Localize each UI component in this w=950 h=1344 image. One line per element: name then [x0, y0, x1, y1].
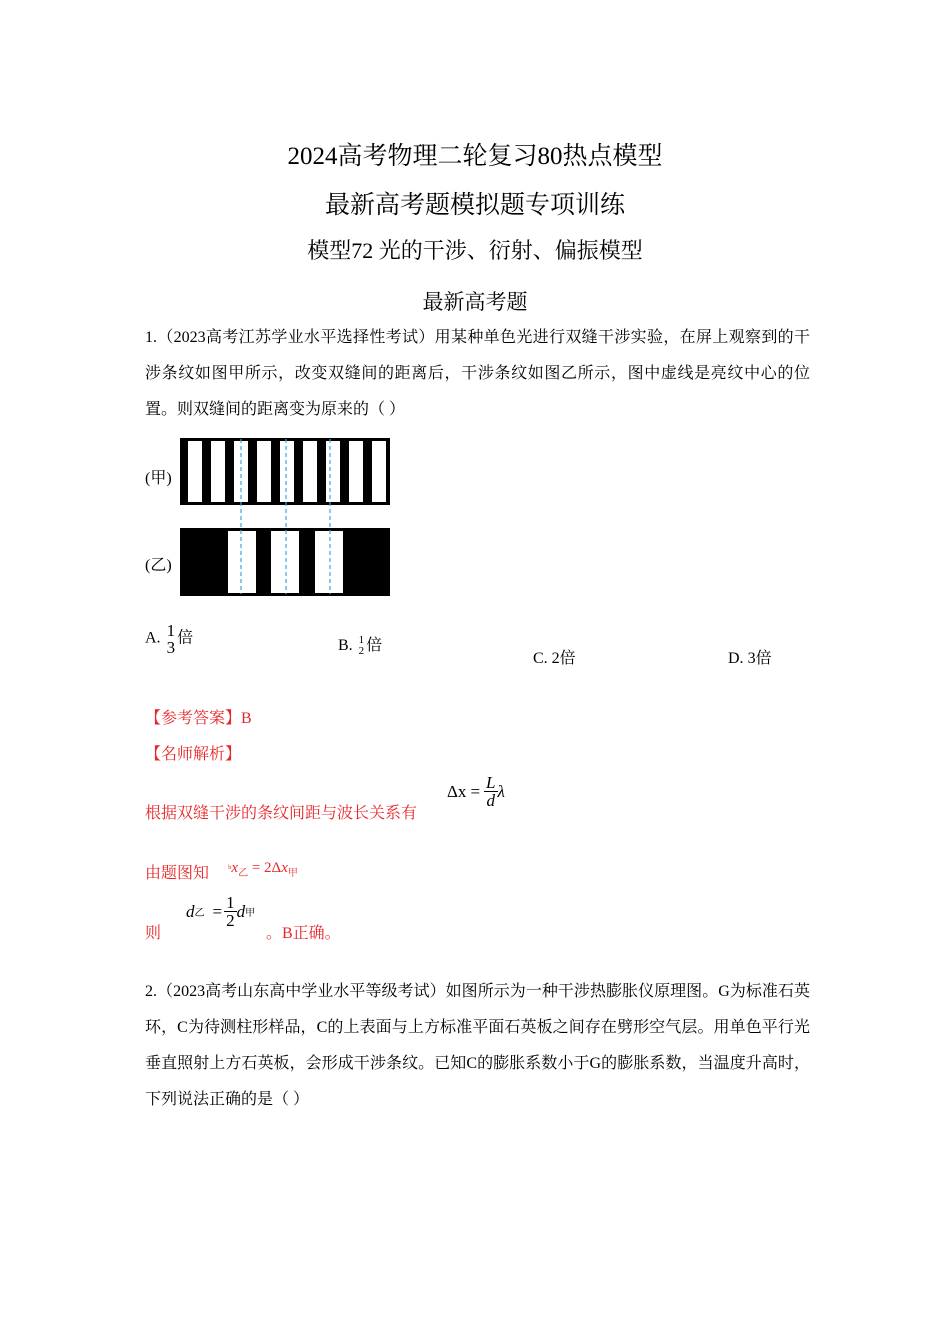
- title-line-3: 模型72 光的干涉、衍射、偏振模型: [307, 238, 643, 263]
- title-line-2: 最新高考题模拟题专项训练: [324, 192, 625, 219]
- question-2-text: 2.（2023高考山东高中学业水平等级考试）如图所示为一种干涉热膨胀仪原理图。G为标准石英环，C为待测柱形样品，C的上表面与上方标准平面石英板之间存在劈形空气层。用单色平行光垂直照射上方石英板，会形成干涉条纹。已知C的膨胀系数小于G的膨胀系数，当温度升高时，下列说法正确的是（ ）: [145, 983, 810, 1108]
- answer-value: B: [241, 710, 252, 727]
- formula-spacing-ratio: ᵇx$_乙$ = $2\Delta x_甲$: [228, 860, 298, 879]
- figure-label-yi: (乙): [145, 557, 172, 574]
- option-b-fraction: 1 2: [358, 634, 365, 658]
- option-a-label: A.: [145, 629, 161, 647]
- answer-label: 【参考答案】: [145, 710, 242, 727]
- formula-slit-distance: d 乙 = $\frac{1}{2}$ d 甲: [186, 893, 256, 930]
- analysis-step-1-text: 根据双缝干涉的条纹间距与波长关系有: [145, 805, 418, 822]
- analysis-step-3-tail: 。B正确。: [266, 925, 341, 942]
- question-1-text: 1.（2023高考江苏学业水平选择性考试）用某种单色光进行双缝干涉实验，在屏上观察到的干涉条纹如图甲所示，改变双缝间的距离后，干涉条纹如图乙所示，图中虚线是亮纹中心的位置。则双缝间的距离变为原来的（ ）: [145, 329, 810, 418]
- fringe-pattern-jia: [180, 438, 390, 505]
- option-c: C. 2倍: [533, 650, 576, 667]
- analysis-label: 【名师解析】: [145, 746, 242, 763]
- title-line-1: 2024高考物理二轮复习80热点模型: [287, 143, 663, 170]
- analysis-step-2-text: 由题图知: [145, 865, 210, 882]
- option-b: [338, 632, 382, 657]
- section-heading: 最新高考题: [422, 290, 528, 314]
- option-d: D. 3倍: [728, 650, 772, 667]
- answer-line: [145, 705, 252, 728]
- figure-label-jia: (甲): [145, 470, 172, 487]
- option-a: [145, 622, 193, 656]
- option-b-label: B.: [338, 637, 353, 654]
- option-b-suffix: 倍: [366, 637, 383, 654]
- interference-fringes-figure: [178, 436, 392, 598]
- fringe-pattern-yi: [180, 528, 390, 596]
- option-a-fraction: 1 3: [166, 621, 176, 657]
- analysis-step-3-text: 则: [145, 925, 162, 942]
- option-a-suffix: 倍: [177, 629, 194, 647]
- formula-fringe-spacing: Δx = $\frac{L}{d}$ λ: [447, 773, 505, 810]
